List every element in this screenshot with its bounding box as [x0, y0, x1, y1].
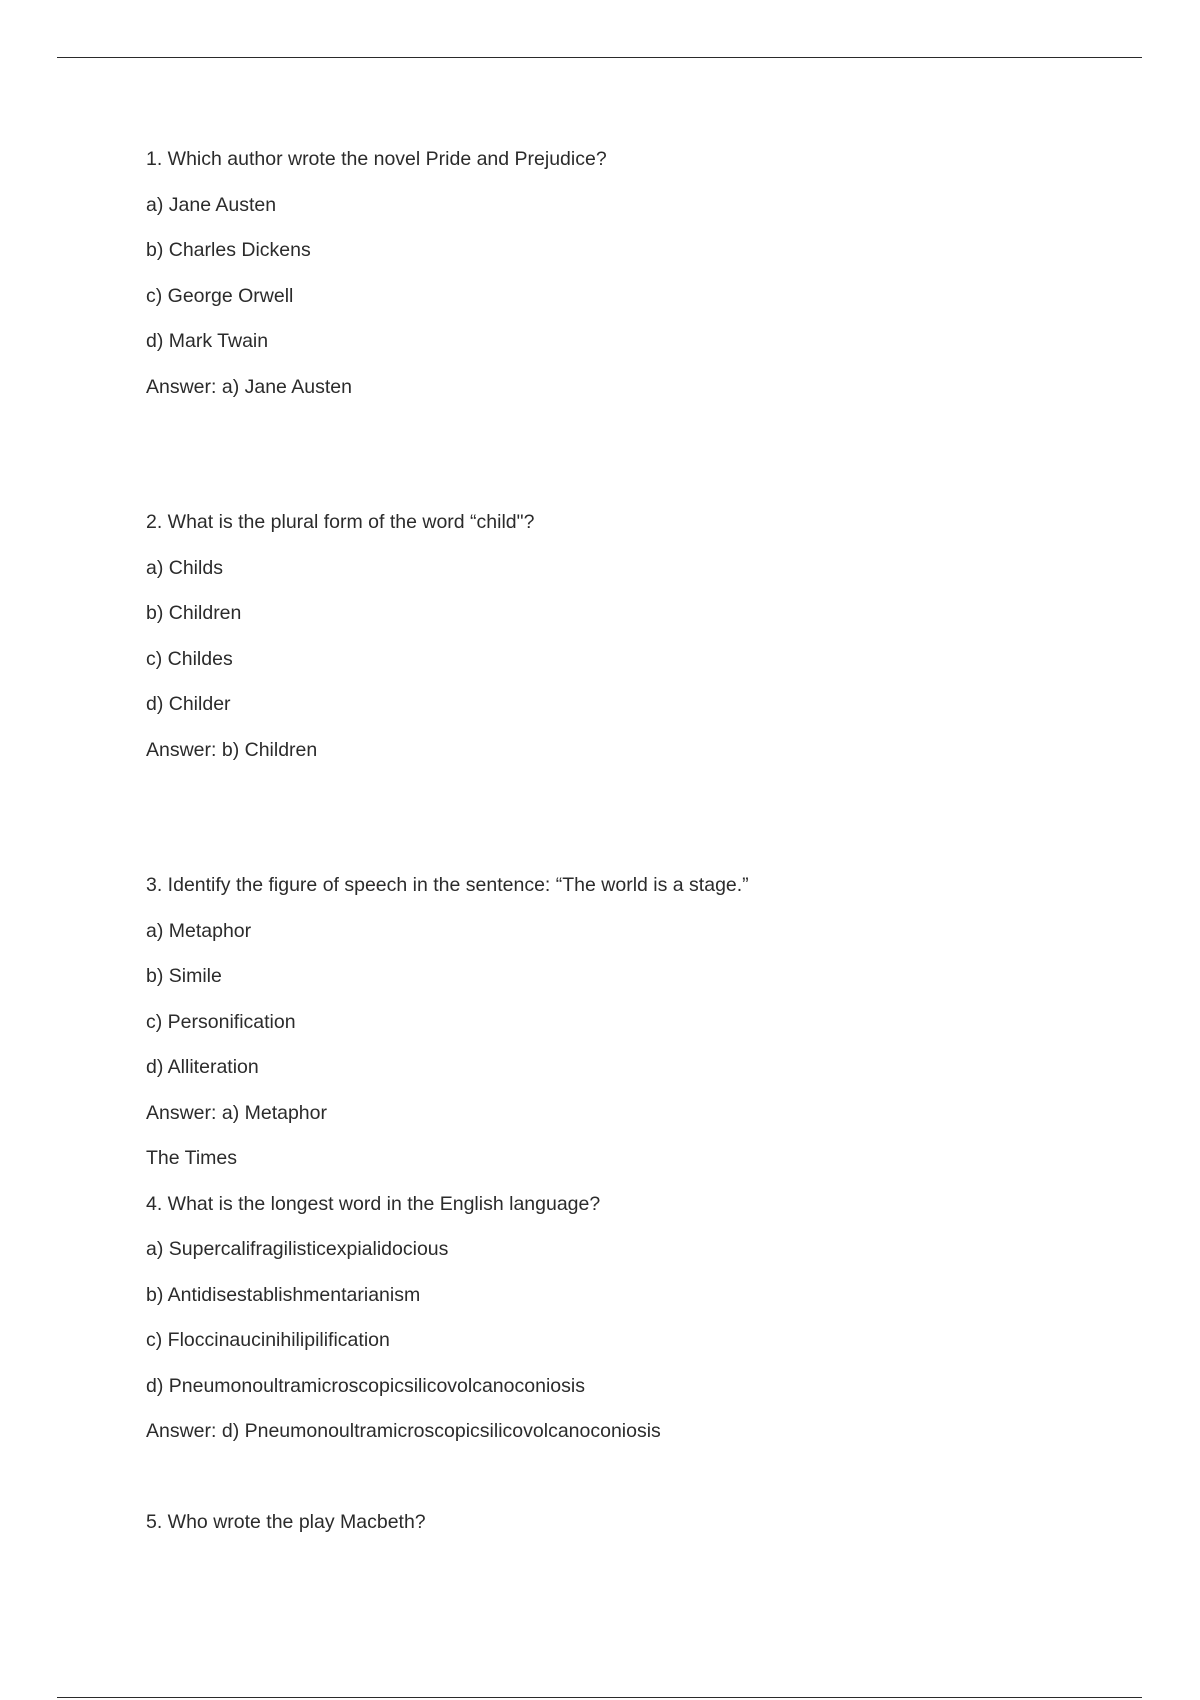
question-3-text: 3. Identify the figure of speech in the sentence: “The world is a stage.” — [146, 874, 749, 896]
question-1-option-a: a) Jane Austen — [146, 194, 277, 216]
question-2-answer: Answer: b) Children — [146, 739, 318, 761]
question-5-text: 5. Who wrote the play Macbeth? — [146, 1511, 426, 1533]
question-2-text: 2. What is the plural form of the word “child"? — [146, 511, 535, 533]
question-4-option-d: d) Pneumonoultramicroscopicsilicovolcanoconiosis — [146, 1375, 585, 1397]
bottom-rule — [57, 1697, 1142, 1698]
question-2-option-b: b) Children — [146, 602, 242, 624]
question-1-option-b: b) Charles Dickens — [146, 239, 311, 261]
question-3-option-b: b) Simile — [146, 965, 222, 987]
question-4-option-c: c) Floccinaucinihilipilification — [146, 1329, 390, 1351]
question-1-text: 1. Which author wrote the novel Pride and Prejudice? — [146, 148, 607, 170]
question-2-option-c: c) Childes — [146, 648, 233, 670]
top-rule — [57, 57, 1142, 58]
question-1-option-c: c) George Orwell — [146, 285, 294, 307]
question-4-option-a: a) Supercalifragilisticexpialidocious — [146, 1238, 449, 1260]
question-3-answer: Answer: a) Metaphor — [146, 1102, 327, 1124]
question-2-option-d: d) Childer — [146, 693, 231, 715]
question-2-option-a: a) Childs — [146, 557, 223, 579]
question-1-answer: Answer: a) Jane Austen — [146, 376, 352, 398]
interstitial-text: The Times — [146, 1147, 238, 1169]
question-4-option-b: b) Antidisestablishmentarianism — [146, 1284, 421, 1306]
question-3-option-c: c) Personification — [146, 1011, 296, 1033]
question-3-option-a: a) Metaphor — [146, 920, 252, 942]
question-1-option-d: d) Mark Twain — [146, 330, 269, 352]
question-4-text: 4. What is the longest word in the English language? — [146, 1193, 601, 1215]
question-3-option-d: d) Alliteration — [146, 1056, 259, 1078]
question-4-answer: Answer: d) Pneumonoultramicroscopicsilicovolcanoconiosis — [146, 1420, 661, 1442]
